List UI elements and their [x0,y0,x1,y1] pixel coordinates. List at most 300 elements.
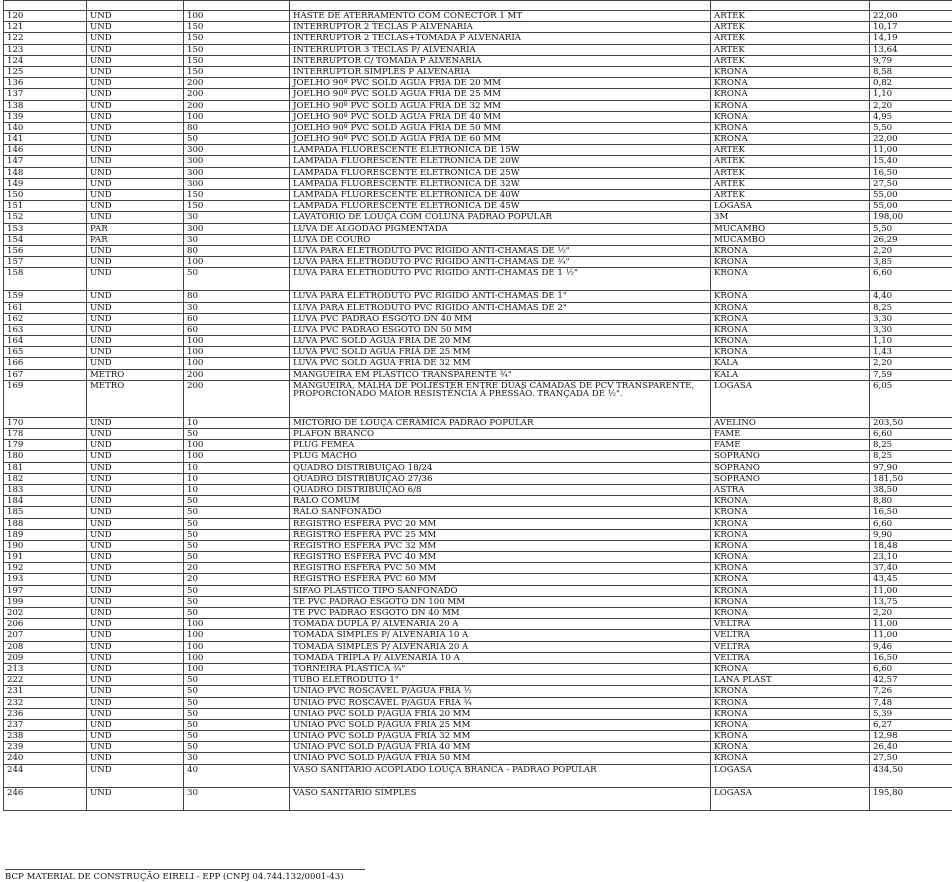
item-cell: 139 [4,111,87,122]
brand-cell: KRONA [711,496,870,507]
quantity-cell: 50 [184,686,290,697]
table-row [4,686,952,697]
table-row [4,78,952,89]
brand-cell: KRONA [711,245,870,256]
item-cell: 222 [4,675,87,686]
quantity-cell: 50 [184,697,290,708]
quantity-cell: 30 [184,212,290,223]
table-row [4,167,952,178]
price-cell: 3,30 [870,324,952,335]
price-cell: 38,50 [870,484,952,495]
unit-cell: UND [87,742,184,753]
description-cell: UNIÃO PVC SOLD P/ÁGUA FRIA 20 MM [290,708,711,719]
table-row [4,122,952,133]
unit-cell: UND [87,596,184,607]
table-row [4,111,952,122]
quantity-cell: 30 [184,787,290,810]
table-row [4,652,952,663]
quantity-cell: 300 [184,167,290,178]
quantity-cell: 150 [184,66,290,77]
table-row [4,324,952,335]
price-cell: 15,40 [870,156,952,167]
table-row [4,708,952,719]
brand-cell: KRONA [711,574,870,585]
description-cell: LÂMPADA FLUORESCENTE ELETRÔNICA DE 25W [290,167,711,178]
item-cell: 152 [4,212,87,223]
table-row [4,11,952,22]
item-cell: 166 [4,358,87,369]
unit-cell: UND [87,167,184,178]
brand-cell: ARTEK [711,190,870,201]
price-cell: 11,00 [870,585,952,596]
unit-cell: UND [87,55,184,66]
table-row [4,33,952,44]
unit-cell: UND [87,66,184,77]
description-cell: UNIÃO PVC SOLD P/ÁGUA FRIA 25 MM [290,719,711,730]
quantity-cell: 50 [184,708,290,719]
quantity-cell: 60 [184,324,290,335]
price-cell: 434,50 [870,764,952,787]
unit-cell: PAR [87,223,184,234]
item-cell: 209 [4,652,87,663]
description-cell: RALO COMUM [290,496,711,507]
quantity-cell: 50 [184,268,290,291]
quantity-cell: 300 [184,178,290,189]
unit-cell: UND [87,78,184,89]
quantity-cell: 200 [184,100,290,111]
item-cell: 202 [4,608,87,619]
price-cell: 8,80 [870,496,952,507]
item-cell: 208 [4,641,87,652]
unit-cell: UND [87,178,184,189]
quantity-cell: 100 [184,451,290,462]
description-cell [290,1,711,11]
item-cell: 179 [4,440,87,451]
price-cell: 27,50 [870,178,952,189]
brand-cell: LOGASA [711,787,870,810]
unit-cell: UND [87,429,184,440]
description-cell: REGISTRO ESFERA PVC 60 MM [290,574,711,585]
brand-cell: VELTRA [711,652,870,663]
price-cell: 43,45 [870,574,952,585]
table-row [4,145,952,156]
unit-cell: UND [87,302,184,313]
table-row [4,358,952,369]
quantity-cell: 150 [184,201,290,212]
table-row [4,663,952,674]
quantity-cell: 30 [184,753,290,764]
description-cell: LUVA PARA ELETRODUTO PVC RÍGIDO ANTI-CHAMAS DE ¾" [290,257,711,268]
unit-cell: UND [87,663,184,674]
description-cell: TÊ PVC PADRÃO ESGOTO DN 40 MM [290,608,711,619]
unit-cell: UND [87,641,184,652]
price-cell: 9,46 [870,641,952,652]
brand-cell: VELTRA [711,641,870,652]
price-cell: 11,00 [870,145,952,156]
price-cell: 6,27 [870,719,952,730]
description-cell: TOMADA SIMPLES P/ ALVENARIA 10 A [290,630,711,641]
unit-cell: UND [87,719,184,730]
brand-cell: KALA [711,358,870,369]
item-cell: 162 [4,313,87,324]
item-cell: 184 [4,496,87,507]
item-cell: 159 [4,291,87,302]
quantity-cell: 50 [184,608,290,619]
table-row [4,529,952,540]
brand-cell: KRONA [711,719,870,730]
item-cell: 151 [4,201,87,212]
description-cell: VASO SANITÁRIO ACOPLADO LOUÇA BRANCA - PADRÃO POPULAR [290,764,711,787]
price-cell: 16,50 [870,652,952,663]
item-cell: 185 [4,507,87,518]
quantity-cell: 300 [184,156,290,167]
item-cell: 137 [4,89,87,100]
description-cell: REGISTRO ESFERA PVC 25 MM [290,529,711,540]
description-cell: PLAFON BRANCO [290,429,711,440]
quantity-cell: 50 [184,596,290,607]
description-cell: MANGUEIRA EM PLÁSTICO TRANSPARENTE ¾" [290,369,711,380]
description-cell: VASO SANITÁRIO SIMPLES [290,787,711,810]
item-cell: 124 [4,55,87,66]
price-cell: 203,50 [870,417,952,428]
brand-cell: KRONA [711,552,870,563]
quantity-cell: 50 [184,540,290,551]
brand-cell: ARTEK [711,55,870,66]
table-row [4,234,952,245]
price-cell: 5,50 [870,223,952,234]
brand-cell: VELTRA [711,630,870,641]
unit-cell: UND [87,552,184,563]
price-cell: 55,00 [870,201,952,212]
quantity-cell: 10 [184,473,290,484]
brand-cell: LOGASA [711,380,870,417]
price-cell: 5,39 [870,708,952,719]
table-row [4,380,952,417]
brand-cell: KRONA [711,122,870,133]
item-cell: 207 [4,630,87,641]
table-row [4,596,952,607]
brand-cell: ARTEK [711,156,870,167]
table-row [4,257,952,268]
unit-cell: UND [87,563,184,574]
item-cell: 170 [4,417,87,428]
quantity-cell: 150 [184,190,290,201]
item-cell: 237 [4,719,87,730]
brand-cell: KRONA [711,268,870,291]
price-cell: 7,59 [870,369,952,380]
item-cell: 236 [4,708,87,719]
description-cell: LUVA DE ALGODÃO PIGMENTADA [290,223,711,234]
brand-cell [711,1,870,11]
table-row [4,641,952,652]
unit-cell: UND [87,417,184,428]
table-row [4,22,952,33]
description-cell: JOELHO 90º PVC SOLD ÁGUA FRIA DE 25 MM [290,89,711,100]
brand-cell: KRONA [711,78,870,89]
unit-cell: UND [87,145,184,156]
table-row [4,417,952,428]
quantity-cell: 100 [184,641,290,652]
price-cell: 2,20 [870,608,952,619]
brand-cell: KRONA [711,697,870,708]
brand-cell: KRONA [711,596,870,607]
table-row [4,518,952,529]
item-cell: 150 [4,190,87,201]
price-cell: 6,60 [870,268,952,291]
price-cell: 195,80 [870,787,952,810]
table-row [4,245,952,256]
quantity-cell: 50 [184,518,290,529]
unit-cell: UND [87,787,184,810]
item-cell: 197 [4,585,87,596]
description-cell: LUVA PVC SOLD ÁGUA FRIA DE 20 MM [290,336,711,347]
description-cell: HASTE DE ATERRAMENTO COM CONECTOR 1 MT [290,11,711,22]
unit-cell: UND [87,529,184,540]
quantity-cell: 20 [184,563,290,574]
price-cell: 11,00 [870,630,952,641]
description-cell: JOELHO 90º PVC SOLD ÁGUA FRIA DE 50 MM [290,122,711,133]
table-row [4,369,952,380]
quantity-cell: 200 [184,78,290,89]
brand-cell: KRONA [711,89,870,100]
description-cell: JOELHO 90º PVC SOLD ÁGUA FRIA DE 32 MM [290,100,711,111]
item-cell: 167 [4,369,87,380]
brand-cell: SOPRANO [711,451,870,462]
price-cell: 2,20 [870,245,952,256]
quantity-cell: 10 [184,484,290,495]
item-cell: 183 [4,484,87,495]
quantity-cell: 50 [184,675,290,686]
item-cell: 190 [4,540,87,551]
price-cell: 13,64 [870,44,952,55]
quantity-cell: 100 [184,11,290,22]
item-cell: 156 [4,245,87,256]
quantity-cell: 60 [184,313,290,324]
unit-cell: UND [87,608,184,619]
table-row [4,313,952,324]
description-cell: TOMADA TRIPLA P/ ALVENARIA 10 A [290,652,711,663]
item-cell: 163 [4,324,87,335]
quantity-cell: 80 [184,291,290,302]
item-cell: 191 [4,552,87,563]
quantity-cell: 100 [184,257,290,268]
unit-cell: UND [87,574,184,585]
description-cell: RALO SANFONADO [290,507,711,518]
table-row [4,440,952,451]
brand-cell: SOPRANO [711,473,870,484]
table-row [4,100,952,111]
brand-cell: ARTEK [711,178,870,189]
unit-cell: UND [87,764,184,787]
quantity-cell: 150 [184,33,290,44]
item-cell: 164 [4,336,87,347]
price-cell: 8,58 [870,66,952,77]
table-row [4,347,952,358]
table-row [4,630,952,641]
price-cell: 16,50 [870,167,952,178]
item-cell: 148 [4,167,87,178]
quantity-cell: 100 [184,440,290,451]
description-cell: QUADRO DISTRIBUIÇÃO 27/36 [290,473,711,484]
description-cell: LAVATÓRIO DE LOUÇA COM COLUNA PADRÃO POPULAR [290,212,711,223]
table-row [4,585,952,596]
price-cell: 11,00 [870,619,952,630]
quantity-cell: 50 [184,731,290,742]
unit-cell: UND [87,630,184,641]
unit-cell: UND [87,122,184,133]
item-cell: 169 [4,380,87,417]
quantity-cell: 150 [184,44,290,55]
price-cell: 9,79 [870,55,952,66]
brand-cell: KRONA [711,134,870,145]
item-cell: 123 [4,44,87,55]
price-cell: 3,30 [870,313,952,324]
unit-cell [87,1,184,11]
unit-cell: UND [87,336,184,347]
unit-cell: UND [87,190,184,201]
unit-cell: UND [87,619,184,630]
unit-cell: UND [87,697,184,708]
item-cell: 154 [4,234,87,245]
quantity-cell: 80 [184,245,290,256]
item-cell: 232 [4,697,87,708]
description-cell: LUVA DE COURO [290,234,711,245]
unit-cell: UND [87,89,184,100]
price-cell: 0,82 [870,78,952,89]
quantity-cell: 100 [184,652,290,663]
brand-cell: KRONA [711,347,870,358]
price-cell: 55,00 [870,190,952,201]
description-cell: INTERRUPTOR 3 TECLAS P/ ALVENARIA [290,44,711,55]
unit-cell: UND [87,652,184,663]
unit-cell: UND [87,245,184,256]
brand-cell: ARTEK [711,44,870,55]
brand-cell: LOGASA [711,201,870,212]
unit-cell: UND [87,675,184,686]
unit-cell: PAR [87,234,184,245]
quantity-cell: 200 [184,89,290,100]
quantity-cell: 50 [184,585,290,596]
footer-company-line: BCP MATERIAL DE CONSTRUÇÃO EIRELI - EPP (CNPJ 04.744.132/0001-43) [5,869,365,882]
quantity-cell: 100 [184,347,290,358]
table-row [4,507,952,518]
quantity-cell: 10 [184,462,290,473]
brand-cell: KRONA [711,708,870,719]
price-cell: 8,25 [870,302,952,313]
brand-cell: LOGASA [711,764,870,787]
unit-cell: UND [87,201,184,212]
item-cell: 239 [4,742,87,753]
description-cell: TOMADA DUPLA P/ ALVENARIA 20 A [290,619,711,630]
description-cell: TORNEIRA PLÁSTICA ¾" [290,663,711,674]
description-cell: UNIÃO PVC ROSCÁVEL P/ÁGUA FRIA ¾ [290,697,711,708]
description-cell: INTERRUPTOR 2 TECLAS+TOMADA P ALVENARIA [290,33,711,44]
unit-cell: UND [87,33,184,44]
price-cell: 13,75 [870,596,952,607]
brand-cell: KRONA [711,742,870,753]
quantity-cell: 30 [184,234,290,245]
item-cell: 206 [4,619,87,630]
brand-cell: KRONA [711,257,870,268]
description-cell: LÂMPADA FLUORESCENTE ELETRÔNICA DE 40W [290,190,711,201]
table-row [4,731,952,742]
unit-cell: UND [87,473,184,484]
table-row [4,619,952,630]
quantity-cell: 50 [184,552,290,563]
description-cell: LUVA PARA ELETRODUTO PVC RÍGIDO ANTI-CHAMAS DE 1 ½" [290,268,711,291]
table-row [4,429,952,440]
description-cell: UNIÃO PVC SOLD P/ÁGUA FRIA 50 MM [290,753,711,764]
price-cell: 2,20 [870,358,952,369]
table-row [4,540,952,551]
table-row [4,764,952,787]
table-row [4,55,952,66]
quantity-cell: 150 [184,22,290,33]
brand-cell: ASTRA [711,484,870,495]
unit-cell: UND [87,100,184,111]
item-cell: 180 [4,451,87,462]
brand-cell: KRONA [711,111,870,122]
unit-cell: UND [87,268,184,291]
quantity-cell: 100 [184,619,290,630]
price-cell: 3,85 [870,257,952,268]
price-cell: 7,48 [870,697,952,708]
brand-cell: KRONA [711,540,870,551]
brand-cell: KRONA [711,336,870,347]
brand-cell: KRONA [711,753,870,764]
table-row [4,66,952,77]
quantity-cell: 50 [184,429,290,440]
description-cell: LUVA PARA ELETRODUTO PVC RÍGIDO ANTI-CHAMAS DE 2" [290,302,711,313]
description-cell: QUADRO DISTRIBUIÇÃO 6/8 [290,484,711,495]
description-cell: JOELHO 90º PVC SOLD ÁGUA FRIA DE 40 MM [290,111,711,122]
unit-cell: UND [87,257,184,268]
brand-cell: KRONA [711,302,870,313]
price-cell: 10,17 [870,22,952,33]
price-cell: 181,50 [870,473,952,484]
description-cell: TUBO ELETRODUTO 1" [290,675,711,686]
description-cell: INTERRUPTOR 2 TECLAS P ALVENARIA [290,22,711,33]
quantity-cell: 300 [184,223,290,234]
unit-cell: METRO [87,380,184,417]
item-cell: 149 [4,178,87,189]
table-row [4,675,952,686]
unit-cell: UND [87,753,184,764]
description-cell: INTERRUPTOR C/ TOMADA P ALVENARIA [290,55,711,66]
item-cell: 240 [4,753,87,764]
price-cell: 4,40 [870,291,952,302]
price-cell: 97,90 [870,462,952,473]
table-row [4,462,952,473]
item-cell: 138 [4,100,87,111]
brand-cell: ARTEK [711,33,870,44]
description-cell: LÂMPADA FLUORESCENTE ELETRÔNICA DE 32W [290,178,711,189]
table-row [4,336,952,347]
brand-cell: KRONA [711,324,870,335]
quantity-cell: 150 [184,55,290,66]
description-cell: TOMADA SIMPLES P/ ALVENARIA 20 A [290,641,711,652]
description-cell: LÂMPADA FLUORESCENTE ELETRÔNICA DE 20W [290,156,711,167]
description-cell: REGISTRO ESFERA PVC 32 MM [290,540,711,551]
item-cell: 192 [4,563,87,574]
unit-cell: UND [87,496,184,507]
brand-cell: AVELINO [711,417,870,428]
brand-cell: KRONA [711,529,870,540]
unit-cell: UND [87,22,184,33]
item-cell: 121 [4,22,87,33]
brand-cell: VELTRA [711,619,870,630]
item-cell: 178 [4,429,87,440]
